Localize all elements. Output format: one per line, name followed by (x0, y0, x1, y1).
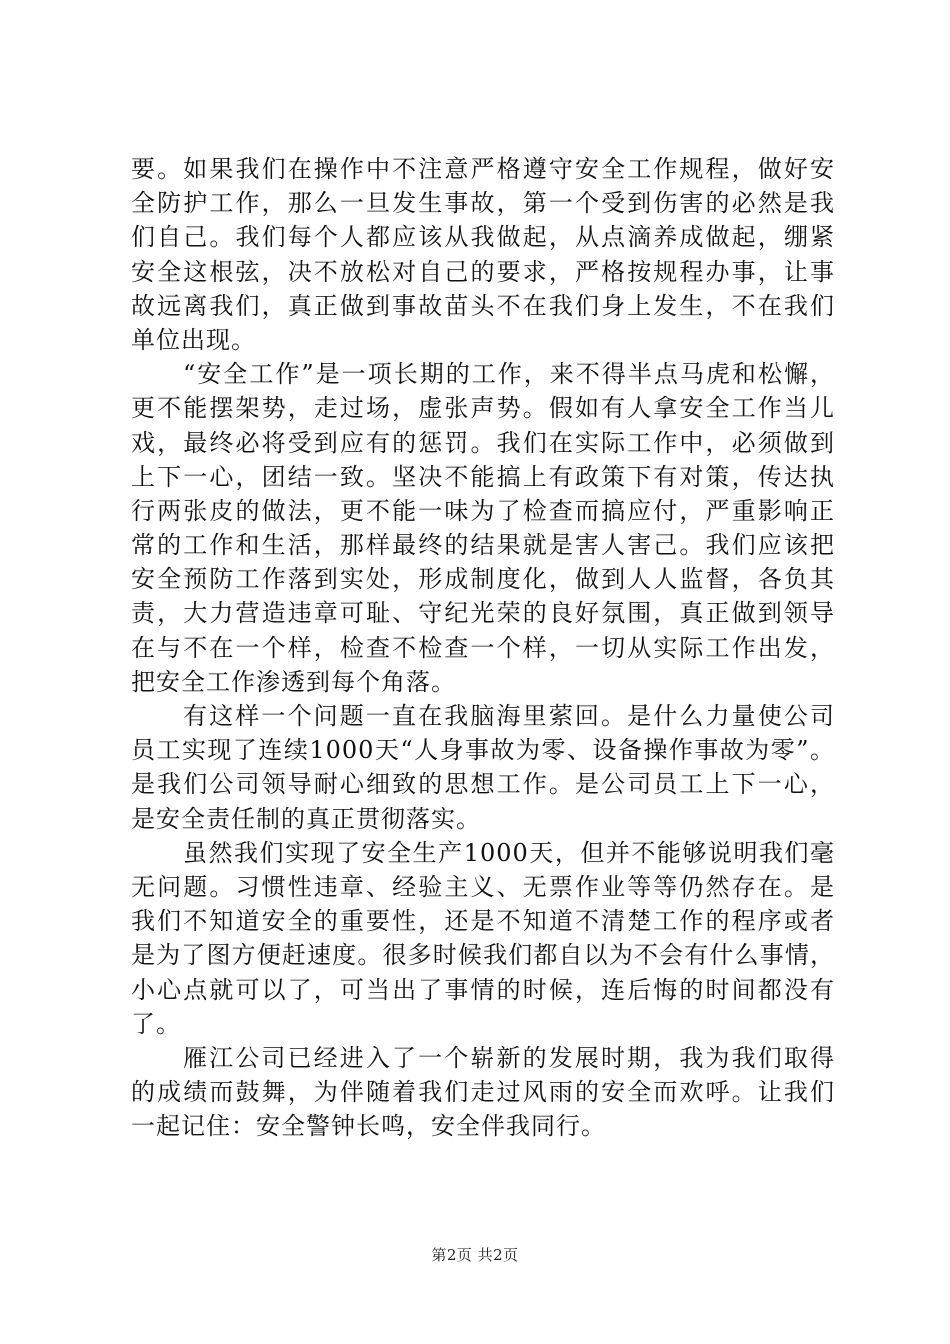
text-line: 故远离我们，真正做到事故苗头不在我们身上发生，不在我们 (131, 291, 835, 320)
text-line: 单位出现。 (131, 325, 256, 354)
text-line: 是安全责任制的真正贯彻落实。 (131, 804, 481, 833)
text-line: 把安全工作渗透到每个角落。 (131, 667, 456, 696)
paragraph-start-line: 有这样一个问题一直在我脑海里萦回。是什么力量使公司 (183, 702, 835, 730)
text-line: 我们不知道安全的重要性，还是不知道不清楚工作的程序或者 (131, 907, 835, 936)
text-line: 是我们公司领导耐心细致的思想工作。是公司员工上下一心， (131, 770, 835, 799)
text-line: 是为了图方便赶速度。很多时候我们都自以为不会有什么事情， (131, 941, 835, 970)
text-line: 更不能摆架势，走过场，虚张声势。假如有人拿安全工作当儿 (131, 394, 835, 423)
paragraph-start-line: “安全工作”是一项长期的工作，来不得半点马虎和松懈， (183, 360, 835, 389)
text-line: 了。 (131, 1009, 181, 1038)
text-line: 常的工作和生活，那样最终的结果就是害人害己。我们应该把 (131, 531, 835, 560)
text-line: 们自己。我们每个人都应该从我做起，从点滴养成做起，绷紧 (131, 223, 835, 252)
document-body (131, 152, 835, 1143)
text-line: 戏，最终必将受到应有的惩罚。我们在实际工作中，必须做到 (131, 428, 835, 457)
text-line: 全防护工作，那么一旦发生事故，第一个受到伤害的必然是我 (131, 189, 835, 218)
text-line: 一起记住：安全警钟长鸣，安全伴我同行。 (131, 1112, 606, 1141)
text-line: 行两张皮的做法，更不能一味为了检查而搞应付，严重影响正 (131, 496, 835, 525)
page-footer: 第2页 共2页 (431, 1246, 519, 1264)
text-line: 员工实现了连续1000天“人身事故为零、设备操作事故为零”。 (131, 736, 835, 765)
text-line: 在与不在一个样，检查不检查一个样，一切从实际工作出发， (131, 633, 835, 662)
text-line: 安全预防工作落到实处，形成制度化，做到人人监督，各负其 (131, 565, 835, 594)
text-line: 小心点就可以了，可当出了事情的时候，连后悔的时间都没有 (131, 975, 835, 1004)
text-line: 要。如果我们在操作中不注意严格遵守安全工作规程，做好安 (131, 155, 835, 183)
paragraph-start-line: 虽然我们实现了安全生产1000天，但并不能够说明我们毫 (183, 838, 835, 867)
text-line: 安全这根弦，决不放松对自己的要求，严格按规程办事，让事 (131, 257, 835, 286)
text-line: 无问题。习惯性违章、经验主义、无票作业等等仍然存在。是 (131, 872, 835, 901)
text-line: 的成绩而鼓舞，为伴随着我们走过风雨的安全而欢呼。让我们 (131, 1078, 835, 1107)
text-line: 责，大力营造违章可耻、守纪光荣的良好氛围，真正做到领导 (131, 599, 835, 628)
paragraph-start-line: 雁江公司已经进入了一个崭新的发展时期，我为我们取得 (183, 1043, 835, 1072)
text-line: 上下一心，团结一致。坚决不能搞上有政策下有对策，传达执 (131, 462, 835, 491)
